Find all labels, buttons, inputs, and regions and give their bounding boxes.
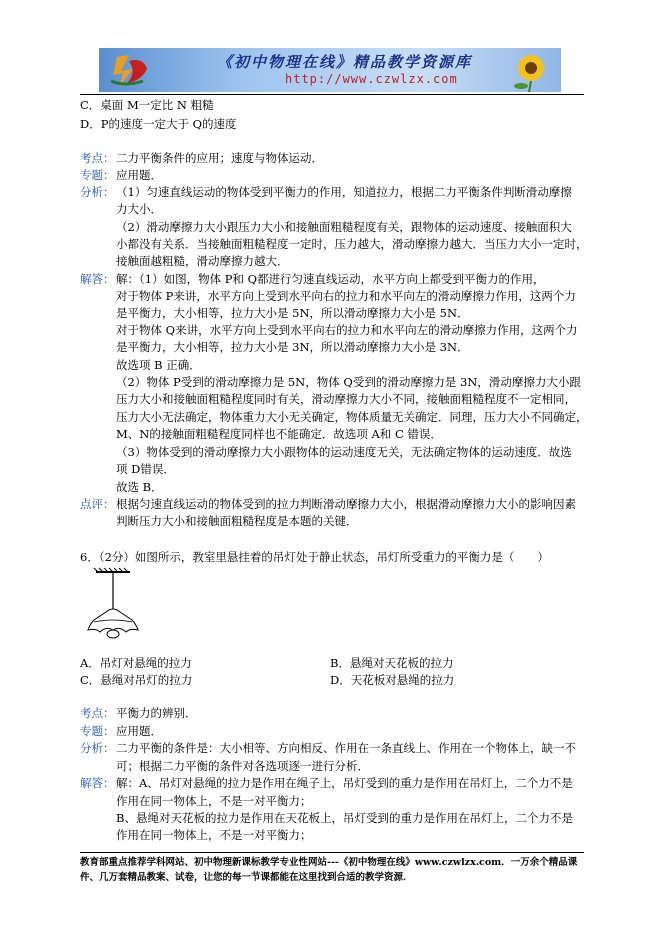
q6-option-d: D．天花板对悬绳的拉力 <box>330 673 455 687</box>
q5-jieda-label: 解答： <box>80 272 115 286</box>
q5-jieda-line: 故选项 B 正确． <box>116 358 201 372</box>
q5-jieda-line: （3）物体受到的滑动摩擦力大小跟物体的运动速度无关，无法确定物体的运动速度．故选 <box>116 445 572 459</box>
q5-jieda-line: 项 D错误． <box>116 462 175 476</box>
q6-option-b: B．悬绳对天花板的拉力 <box>330 656 454 670</box>
q5-kaodian-label: 考点： <box>80 151 115 165</box>
q6-option-a: A．吊灯对悬绳的拉力 <box>80 656 192 670</box>
header-rule <box>80 94 584 95</box>
q5-jieda-line: 解：（1）如图，物体 P和 Q都进行匀速直线运动，水平方向上都受到平衡力的作用， <box>116 272 545 286</box>
sunflower-icon <box>501 50 555 92</box>
q6-jieda-line: 作用在同一物体上，不是一对平衡力； <box>116 794 312 808</box>
q5-zhuanti-label: 专题： <box>80 168 115 182</box>
q6-jieda-line: 作用在同一物体上，不是一对平衡力； <box>116 828 312 842</box>
q5-jieda-line: 故选 B． <box>116 480 163 494</box>
q5-jieda-line: 压力大小无法确定，物体重力大小无关确定，物体质量无关确定．同理，压力大小不同确定， <box>116 410 588 424</box>
q5-fenxi-line: （2）滑动摩擦力大小跟压力大小和接触面粗糙程度有关，跟物体的运动速度、接触面积大 <box>116 220 572 234</box>
q5-kaodian-text: 二力平衡条件的应用；速度与物体运动． <box>116 151 323 165</box>
footer-line: 件、几万套精品教案、试卷，让您的每一节课都能在这里找到合适的教学资源． <box>80 872 413 883</box>
q5-zhuanti-text: 应用题． <box>116 168 162 182</box>
q6-jieda-line: B、悬绳对天花板的拉力是作用在天花板上，吊灯受到的重力是作用在吊灯上，二个力不是 <box>116 811 573 825</box>
q6-kaodian-label: 考点： <box>80 706 115 720</box>
q5-fenxi-line: 小都没有关系．当接触面粗糙程度一定时，压力越大，滑动摩擦力越大．当压力大小一定时， <box>116 237 588 251</box>
q5-jieda-line: 对于物体 Q来讲，水平方向上受到水平向右的拉力和水平向左的滑动摩擦力作用，这两个力 <box>116 323 578 337</box>
q5-jieda-line: 对于物体 P来讲，水平方向上受到水平向右的拉力和水平向左的滑动摩擦力作用，这两个力 <box>116 289 576 303</box>
header-url: http://www.czwlzx.com <box>285 72 458 86</box>
q5-option-c: C．桌面 M一定比 N 粗糙 <box>80 98 214 112</box>
q6-fenxi-line: 可；根据二力平衡的条件对各选项逐一进行分析． <box>116 759 369 773</box>
q5-jieda-line: 压力大小和接触面粗糙程度同时有关，滑动摩擦力大小不同，接触面粗糙程度不一定相同， <box>116 392 576 406</box>
q5-dianping-label: 点评： <box>80 497 115 511</box>
q5-fenxi-line: 接触面越粗糙，滑动摩擦力越大． <box>116 254 289 268</box>
footer-rule <box>80 852 584 853</box>
q5-jieda-line: 是平衡力，大小相等，拉力大小是 5N，所以滑动摩擦力大小是 5N． <box>116 306 469 320</box>
q6-fenxi-label: 分析： <box>80 741 115 755</box>
footer-line: 教育部重点推荐学科网站、初中物理新课标教学专业性网站---《初中物理在线》www.czwlzx.com．一万余个精品课 <box>80 857 578 868</box>
header-banner <box>99 48 561 92</box>
q6-jieda-label: 解答： <box>80 776 115 790</box>
q6-kaodian-text: 平衡力的辨别． <box>116 706 197 720</box>
q5-dianping-line: 判断压力大小和接触面粗糙程度是本题的关键． <box>116 514 358 528</box>
site-logo-icon <box>107 51 155 89</box>
q5-jieda-line: （2）物体 P受到的滑动摩擦力是 5N，物体 Q受到的滑动摩擦力是 3N，滑动摩擦力大小跟 <box>116 375 581 389</box>
q5-fenxi-line: （1）匀速直线运动的物体受到平衡力的作用，知道拉力，根据二力平衡条件判断滑动摩擦 <box>116 185 572 199</box>
q6-zhuanti-label: 专题： <box>80 724 115 738</box>
q6-fenxi-line: 二力平衡的条件是：大小相等、方向相反、作用在一条直线上、作用在一个物体上，缺一不 <box>116 741 576 755</box>
q5-fenxi-label: 分析： <box>80 185 115 199</box>
q5-fenxi-line: 力大小． <box>116 202 162 216</box>
q6-zhuanti-text: 应用题． <box>116 724 162 738</box>
q5-dianping-line: 根据匀速直线运动的物体受到的拉力判断滑动摩擦力大小，根据滑动摩擦力大小的影响因素 <box>116 497 576 511</box>
q6-option-c: C．悬绳对吊灯的拉力 <box>80 673 193 687</box>
header-title: 《初中物理在线》精品教学资源库 <box>217 53 473 71</box>
q6-jieda-line: 解：A、吊灯对悬绳的拉力是作用在绳子上，吊灯受到的重力是作用在吊灯上，二个力不是 <box>116 776 573 790</box>
q6-stem: 6．（2分）如图所示，教室里悬挂着的吊灯处于静止状态，吊灯所受重力的平衡力是（ ） <box>80 550 549 564</box>
hanging-lamp-figure <box>80 566 160 642</box>
q5-option-d: D．P的速度一定大于 Q的速度 <box>80 117 237 131</box>
q5-jieda-line: M、N的接触面粗糙程度同样也不能确定．故选项 A和 C 错误． <box>116 427 442 441</box>
q5-jieda-line: 是平衡力，大小相等，拉力大小是 3N，所以滑动摩擦力大小是 3N． <box>116 340 469 354</box>
